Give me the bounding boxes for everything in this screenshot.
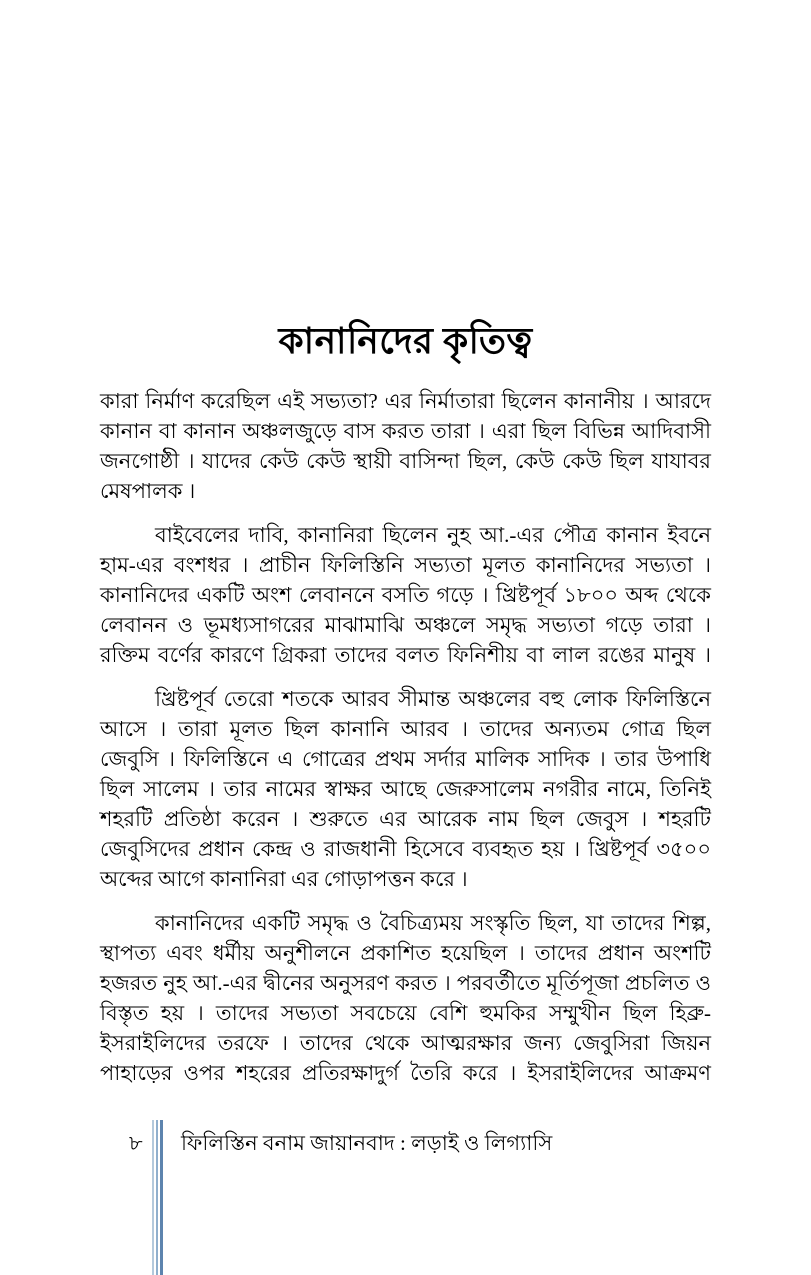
- text-line: কানানিদের একটি অংশ লেবাননে বসতি গড়ে । খ্রিষ্টপূর্ব ১৮০০ অব্দ থেকে: [100, 583, 711, 607]
- text-line: জনগোষ্ঠী । যাদের কেউ কেউ স্থায়ী বাসিন্দা ছিল, কেউ কেউ ছিল যাযাবর: [100, 449, 711, 473]
- text-line: বিস্তৃত হয় । তাদের সভ্যতা সবচেয়ে বেশি হুমকির সম্মুখীন ছিল হিব্রু-: [100, 1001, 711, 1025]
- text-line: কানানিদের একটি সমৃদ্ধ ও বৈচিত্র্যময় সংস্কৃতি ছিল, যা তাদের শিল্প,: [155, 911, 711, 935]
- paragraph: [100, 386, 711, 506]
- text-line: পাহাড়ের ওপর শহরের প্রতিরক্ষাদুর্গ তৈরি করে । ইসরাইলিদের আক্রমণ: [100, 1061, 711, 1085]
- text-line: বাইবেলের দাবি, কানানিরা ছিলেন নুহ আ.-এর পৌত্র কানান ইবনে: [155, 523, 711, 547]
- text-line: আসে । তারা মূলত ছিল কানানি আরব । তাদের অন্যতম গোত্র ছিল: [100, 717, 711, 741]
- text-line: ইসরাইলিদের তরফে । তাদের থেকে আত্মরক্ষার জন্য জেবুসিরা জিয়ন: [100, 1031, 711, 1055]
- text-line: মেষপালক ।: [100, 479, 196, 503]
- text-line: লেবানন ও ভূমধ্যসাগরের মাঝামাঝি অঞ্চলে সমৃদ্ধ সভ্যতা গড়ে তারা ।: [100, 613, 711, 637]
- text-line: স্থাপত্য এবং ধর্মীয় অনুশীলনে প্রকাশিত হয়েছিল । তাদের প্রধান অংশটি: [100, 941, 711, 965]
- text-line: ছিল সালেম । তার নামের স্বাক্ষর আছে জেরুসালেম নগরীর নামে, তিনিই: [100, 777, 711, 801]
- text-line: হাম-এর বংশধর । প্রাচীন ফিলিস্তিনি সভ্যতা মূলত কানানিদের সভ্যতা ।: [100, 553, 711, 577]
- chapter-title: কানানিদের কৃতিত্ব: [278, 321, 533, 361]
- separator-bar: [156, 1120, 158, 1275]
- body-text: [100, 386, 711, 1102]
- separator-bar: [160, 1120, 163, 1275]
- text-line: কানান বা কানান অঞ্চলজুড়ে বাস করত তারা । এরা ছিল বিভিন্ন আদিবাসী: [100, 419, 711, 443]
- text-line: হজরত নুহ আ.-এর দ্বীনের অনুসরণ করত । পরবর্তীতে মূর্তিপূজা প্রচলিত ও: [100, 971, 711, 995]
- separator-bar: [152, 1120, 154, 1275]
- text-line: জেবুসি । ফিলিস্তিনে এ গোত্রের প্রথম সর্দার মালিক সাদিক । তার উপাধি: [100, 747, 711, 771]
- paragraph: [100, 908, 711, 1088]
- paragraph: [100, 520, 711, 670]
- text-line: রক্তিম বর্ণের কারণে গ্রিকরা তাদের বলত ফিনিশীয় বা লাল রঙের মানুষ ।: [100, 643, 711, 667]
- text-line: অব্দের আগে কানানিরা এর গোড়াপত্তন করে ।: [100, 867, 468, 891]
- text-line: জেবুসিদের প্রধান কেন্দ্র ও রাজধানী হিসেবে ব্যবহৃত হয় । খ্রিষ্টপূর্ব ৩৫০০: [100, 837, 711, 861]
- text-line: শহরটি প্রতিষ্ঠা করেন । শুরুতে এর আরেক নাম ছিল জেবুস । শহরটি: [100, 807, 711, 831]
- paragraph: [100, 684, 711, 894]
- running-footer-book-title: ফিলিস্তিন বনাম জায়ানবাদ : লড়াই ও লিগ্যাসি: [181, 1131, 553, 1155]
- page-number: ৮: [129, 1131, 143, 1155]
- text-line: কারা নির্মাণ করেছিল এই সভ্যতা? এর নির্মাতারা ছিলেন কানানীয় । আরদে: [100, 389, 711, 413]
- text-line: খ্রিষ্টপূর্ব তেরো শতকে আরব সীমান্ত অঞ্চলের বহু লোক ফিলিস্তিনে: [155, 687, 711, 711]
- footer-separator-lines: [152, 1120, 163, 1275]
